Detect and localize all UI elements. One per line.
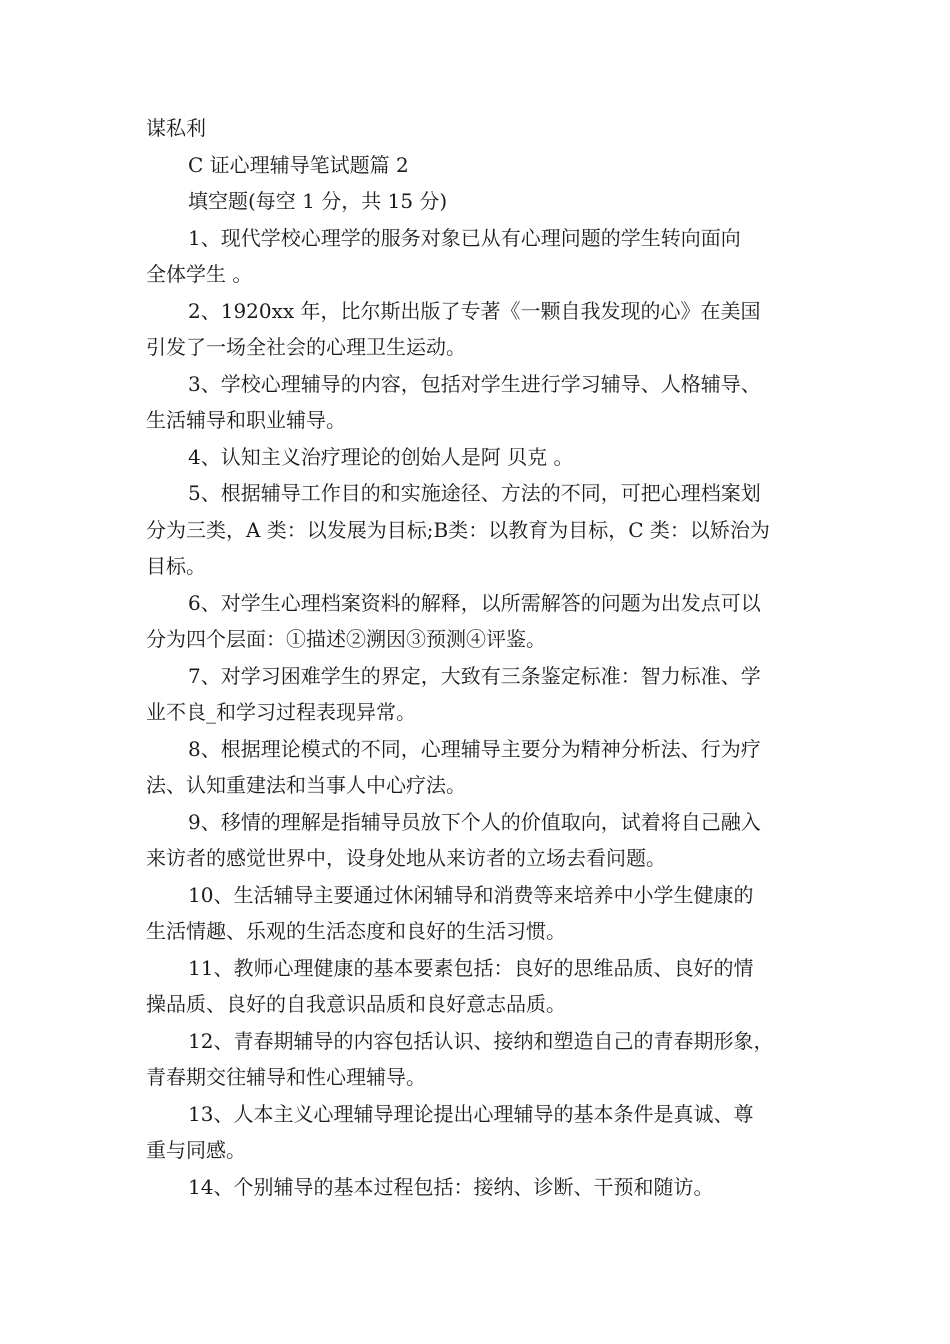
question-line-continued: 全体学生 。 bbox=[146, 262, 253, 286]
question-line-continued: 操品质、良好的自我意识品质和良好意志品质。 bbox=[146, 992, 566, 1016]
question-line-first: 7、对学习困难学生的界定，大致有三条鉴定标准：智力标准、学 bbox=[188, 663, 761, 688]
question-line-continued: 分为三类，A 类：以发展为目标;B类：以教育为目标，C 类：以矫治为 bbox=[146, 517, 770, 542]
question-item bbox=[146, 293, 814, 366]
question-item bbox=[146, 475, 814, 585]
question-line-first: 12、青春期辅导的内容包括认识、接纳和塑造自己的青春期形象， bbox=[188, 1028, 774, 1053]
section-subtitle: 填空题(每空 1 分，共 15 分) bbox=[188, 189, 448, 213]
question-line-continued: 业不良_和学习过程表现异常。 bbox=[146, 700, 416, 724]
question-line-continued: 引发了一场全社会的心理卫生运动。 bbox=[146, 335, 466, 359]
question-line-continued: 来访者的感觉世界中，设身处地从来访者的立场去看问题。 bbox=[146, 846, 666, 870]
question-item bbox=[146, 1096, 814, 1169]
question-line-first: 1、现代学校心理学的服务对象已从有心理问题的学生转向面向 bbox=[188, 225, 741, 250]
question-line-first: 5、根据辅导工作目的和实施途径、方法的不同，可把心理档案划 bbox=[188, 481, 761, 505]
question-line-continued: 生活情趣、乐观的生活态度和良好的生活习惯。 bbox=[146, 919, 566, 943]
question-item bbox=[146, 877, 814, 950]
question-item bbox=[146, 1169, 814, 1206]
question-line-first: 3、学校心理辅导的内容，包括对学生进行学习辅导、人格辅导、 bbox=[188, 371, 761, 396]
top-line: 谋私利 bbox=[146, 116, 206, 140]
question-line-first: 11、教师心理健康的基本要素包括：良好的思维品质、良好的情 bbox=[188, 955, 754, 980]
question-line-continued: 分为四个层面：①描述②溯因③预测④评鉴。 bbox=[146, 627, 546, 651]
question-item bbox=[146, 366, 814, 439]
question-line-first: 9、移情的理解是指辅导员放下个人的价值取向，试着将自己融入 bbox=[188, 809, 761, 834]
question-line-continued: 青春期交往辅导和性心理辅导。 bbox=[146, 1065, 426, 1089]
question-list bbox=[146, 220, 814, 1206]
question-item bbox=[146, 220, 814, 293]
question-line-first: 8、根据理论模式的不同，心理辅导主要分为精神分析法、行为疗 bbox=[188, 736, 761, 761]
section-title: C 证心理辅导笔试题篇 2 bbox=[188, 152, 409, 177]
question-item bbox=[146, 1023, 814, 1096]
question-line-first: 14、个别辅导的基本过程包括：接纳、诊断、干预和随访。 bbox=[188, 1174, 714, 1199]
question-item bbox=[146, 731, 814, 804]
question-item bbox=[146, 950, 814, 1023]
question-item bbox=[146, 658, 814, 731]
question-item bbox=[146, 804, 814, 877]
question-line-first: 13、人本主义心理辅导理论提出心理辅导的基本条件是真诚、尊 bbox=[188, 1101, 754, 1126]
question-line-first: 10、生活辅导主要通过休闲辅导和消费等来培养中小学生健康的 bbox=[188, 882, 754, 907]
question-line-first: 2、1920xx 年，比尔斯出版了专著《一颗自我发现的心》在美国 bbox=[188, 298, 761, 323]
document-body bbox=[146, 110, 814, 1205]
question-line-first: 6、对学生心理档案资料的解释，以所需解答的问题为出发点可以 bbox=[188, 590, 761, 615]
question-line-first: 4、认知主义治疗理论的创始人是阿 贝克 。 bbox=[188, 444, 574, 469]
question-line-continued: 重与同感。 bbox=[146, 1138, 246, 1162]
question-item bbox=[146, 585, 814, 658]
question-line-continued: 法、认知重建法和当事人中心疗法。 bbox=[146, 773, 466, 797]
question-line-continued: 目标。 bbox=[146, 554, 206, 578]
question-line-continued: 生活辅导和职业辅导。 bbox=[146, 408, 346, 432]
question-item bbox=[146, 439, 814, 476]
